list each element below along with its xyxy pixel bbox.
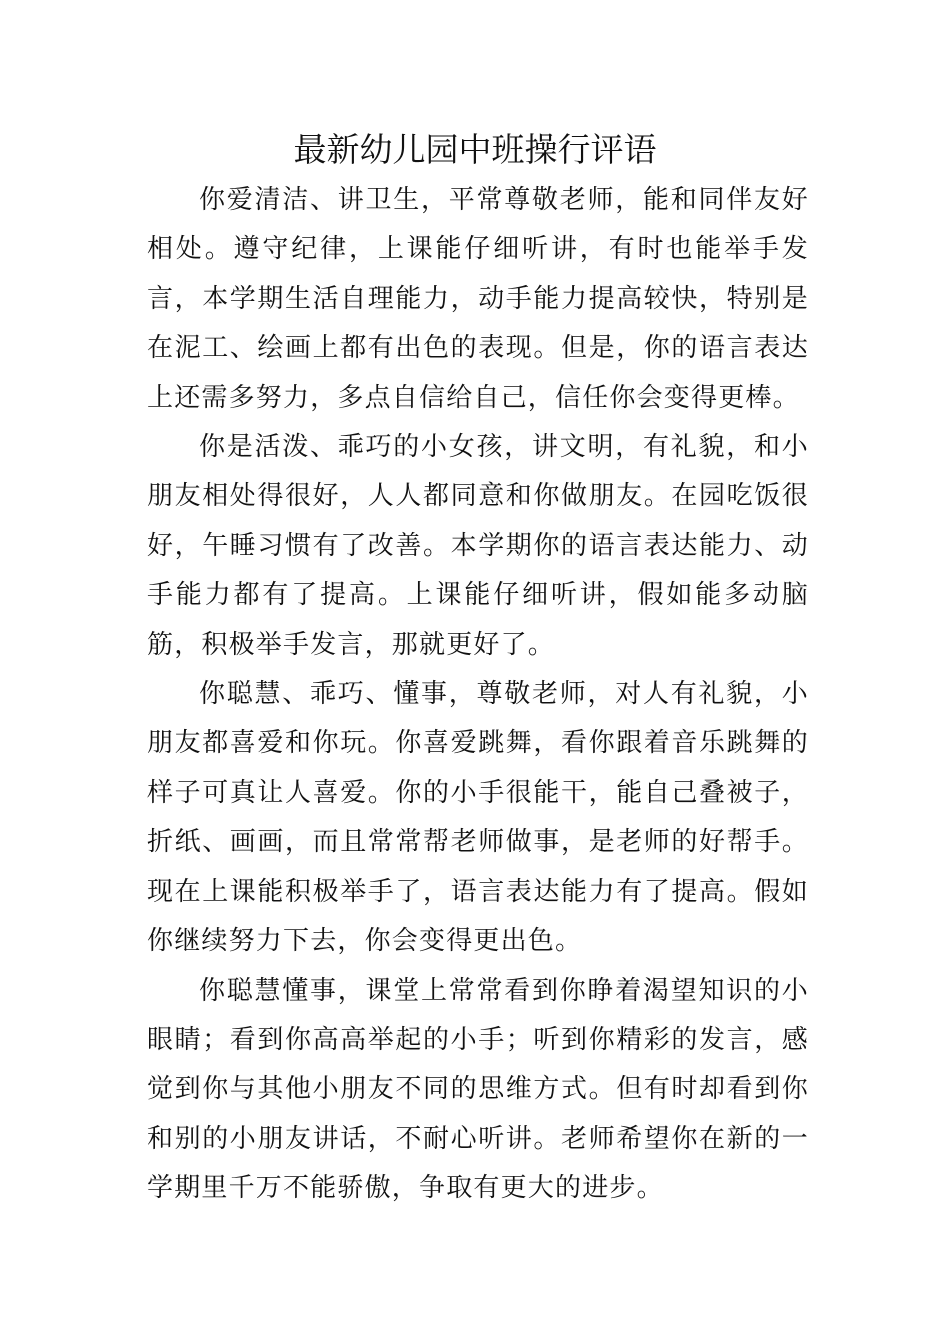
paragraph-1: 你爱清洁、讲卫生，平常尊敬老师，能和同伴友好相处。遵守纪律，上课能仔细听讲，有时也能举手发言，本学期生活自理能力，动手能力提高较快，特别是在泥工、绘画上都有出色的表现。但是，你的语言表达上还需多努力，多点自信给自己，信任你会变得更棒。 bbox=[147, 185, 809, 413]
paragraph-2: 你是活泼、乖巧的小女孩，讲文明，有礼貌，和小朋友相处得很好，人人都同意和你做朋友。在园吃饭很好，午睡习惯有了改善。本学期你的语言表达能力、动手能力都有了提高。上课能仔细听讲，假如能多动脑筋，积极举手发言，那就更好了。 bbox=[147, 432, 809, 660]
document-title: 最新幼儿园中班操行评语 bbox=[293, 130, 657, 169]
paragraph-4: 你聪慧懂事，课堂上常常看到你睁着渴望知识的小眼睛；看到你高高举起的小手；听到你精彩的发言，感觉到你与其他小朋友不同的思维方式。但有时却看到你和别的小朋友讲话，不耐心听讲。老师希望你在新的一学期里千万不能骄傲，争取有更大的进步。 bbox=[147, 975, 809, 1204]
document-body bbox=[147, 176, 809, 1214]
paragraph-3: 你聪慧、乖巧、懂事，尊敬老师，对人有礼貌，小朋友都喜爱和你玩。你喜爱跳舞，看你跟着音乐跳舞的样子可真让人喜爱。你的小手很能干，能自己叠被子，折纸、画画，而且常常帮老师做事，是老师的好帮手。现在上课能积极举手了，语言表达能力有了提高。假如你继续努力下去，你会变得更出色。 bbox=[147, 679, 809, 957]
